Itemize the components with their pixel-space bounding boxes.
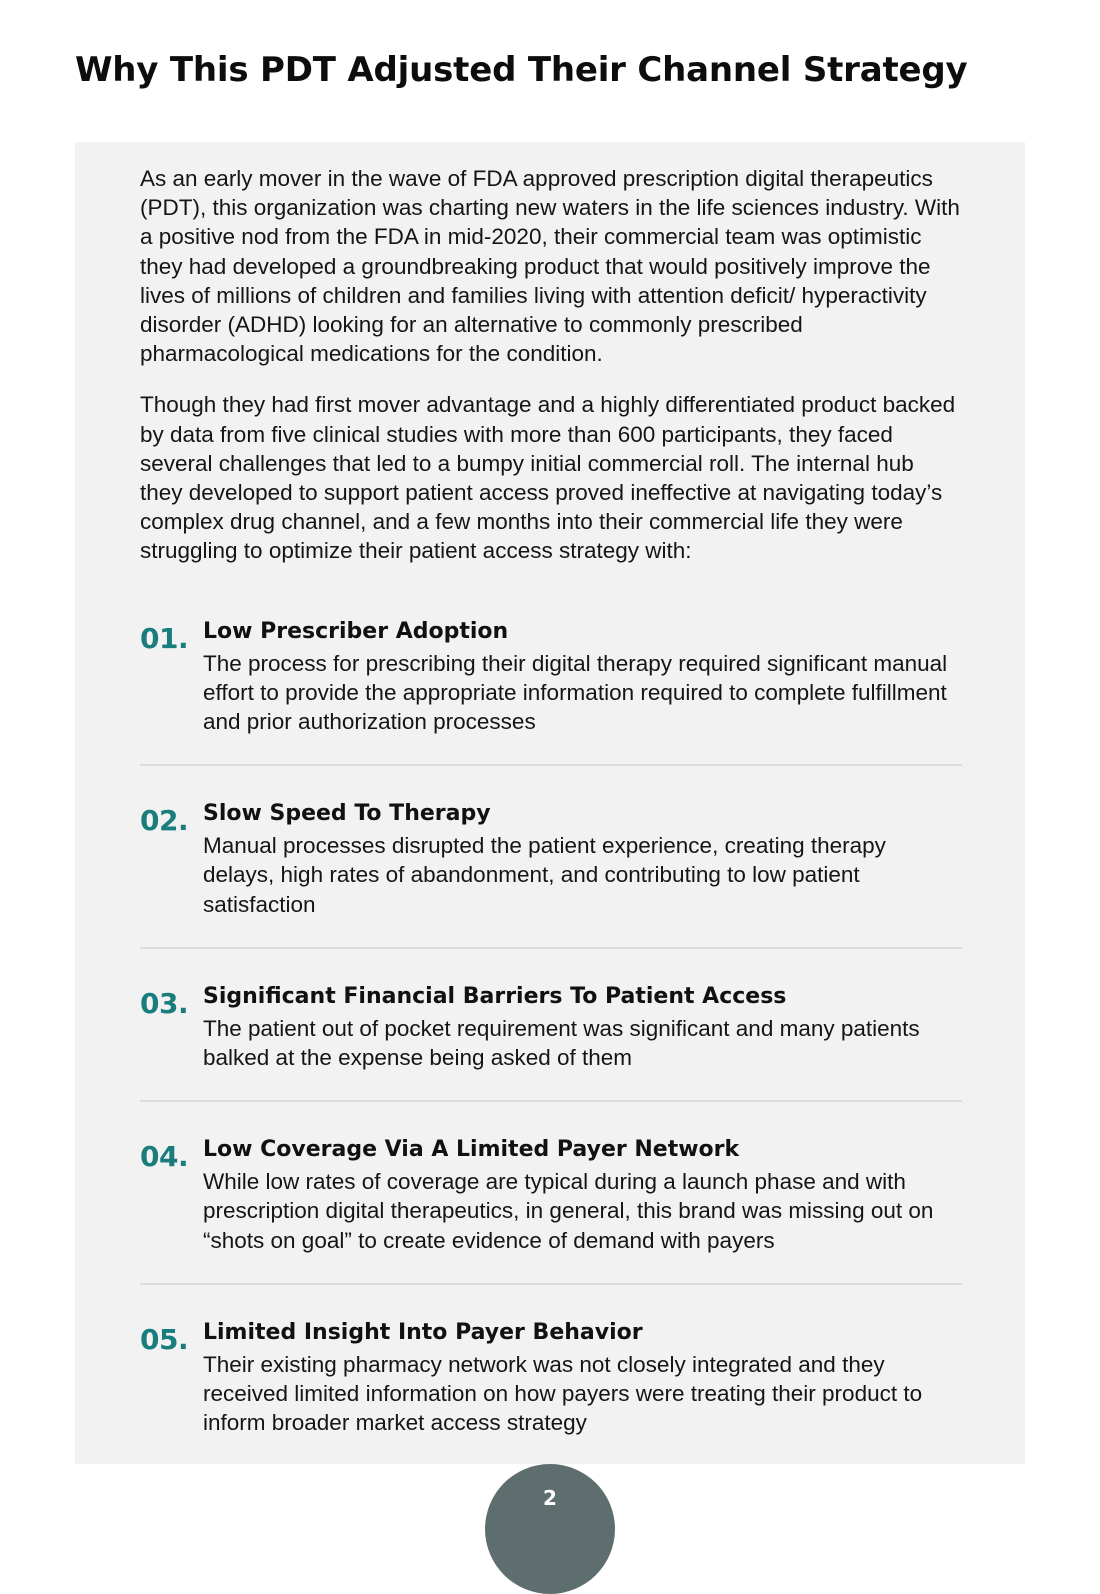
challenge-title: Limited Insight Into Payer Behavior bbox=[203, 1319, 643, 1345]
challenge-title: Significant Financial Barriers To Patient Access bbox=[203, 983, 787, 1009]
challenge-description: While low rates of coverage are typical during a launch phase and with prescription digital therapeutics, in general, this brand was missing out on “shots on goal” to create evidence of demand with payers bbox=[203, 1169, 934, 1253]
page-title: Why This PDT Adjusted Their Channel Strategy bbox=[75, 50, 968, 90]
page-number-badge bbox=[485, 1464, 615, 1594]
challenge-description: The process for prescribing their digital therapy required significant manual effort to provide the appropriate information required to complete fulfillment and prior authorization processes bbox=[203, 650, 948, 735]
intro-paragraph-1: As an early mover in the wave of FDA approved prescription digital therapeutics (PDT), this organization was charting new waters in the life sciences industry. With a positive nod from the FDA in mid-2020, their commercial team was optimistic they had developed a groundbreaking product that would positively improve the lives of millions of children and families living with attention deficit/ hyperactivity disorder (ADHD) looking for an alternative to commonly prescribed pharmacological medications for the condition. bbox=[140, 166, 960, 367]
intro-section bbox=[140, 164, 962, 566]
panel-content bbox=[140, 164, 962, 1465]
challenge-title: Low Coverage Via A Limited Payer Network bbox=[203, 1137, 740, 1163]
page-number: 2 bbox=[543, 1486, 557, 1510]
challenge-item-5 bbox=[140, 1319, 962, 1466]
challenge-list bbox=[140, 618, 962, 1466]
challenge-number: 03. bbox=[140, 986, 189, 1020]
challenge-body bbox=[203, 1319, 962, 1438]
challenge-description: The patient out of pocket requirement was significant and many patients balked at the expense being asked of them bbox=[203, 1015, 920, 1071]
challenge-item-4 bbox=[140, 1136, 962, 1285]
challenge-title: Slow Speed To Therapy bbox=[203, 801, 491, 827]
challenge-body bbox=[203, 983, 962, 1072]
challenge-item-2 bbox=[140, 800, 962, 949]
intro-paragraph-2: Though they had first mover advantage and a highly differentiated product backed by data from five clinical studies with more than 600 participants, they faced several challenges that led to a bumpy initial commercial roll. The internal hub they developed to support patient access proved ineffective at navigating today’s complex drug channel, and a few months into their commercial life they were struggling to optimize their patient access strategy with: bbox=[140, 392, 956, 564]
challenge-description: Their existing pharmacy network was not closely integrated and they received limited information on how payers were treating their product to inform broader market access strategy bbox=[203, 1351, 923, 1436]
challenge-number: 05. bbox=[140, 1322, 189, 1356]
challenge-body bbox=[203, 618, 962, 737]
challenge-number: 01. bbox=[140, 621, 189, 655]
challenge-number: 04. bbox=[140, 1140, 189, 1174]
challenge-item-1 bbox=[140, 618, 962, 767]
challenge-title: Low Prescriber Adoption bbox=[203, 618, 509, 644]
content-panel bbox=[75, 142, 1025, 1464]
challenge-item-3 bbox=[140, 983, 962, 1102]
challenge-description: Manual processes disrupted the patient experience, creating therapy delays, high rates of abandonment, and contributing to low patient satisfaction bbox=[203, 833, 886, 917]
challenge-body bbox=[203, 800, 962, 919]
challenge-number: 02. bbox=[140, 804, 189, 838]
challenge-body bbox=[203, 1136, 962, 1255]
